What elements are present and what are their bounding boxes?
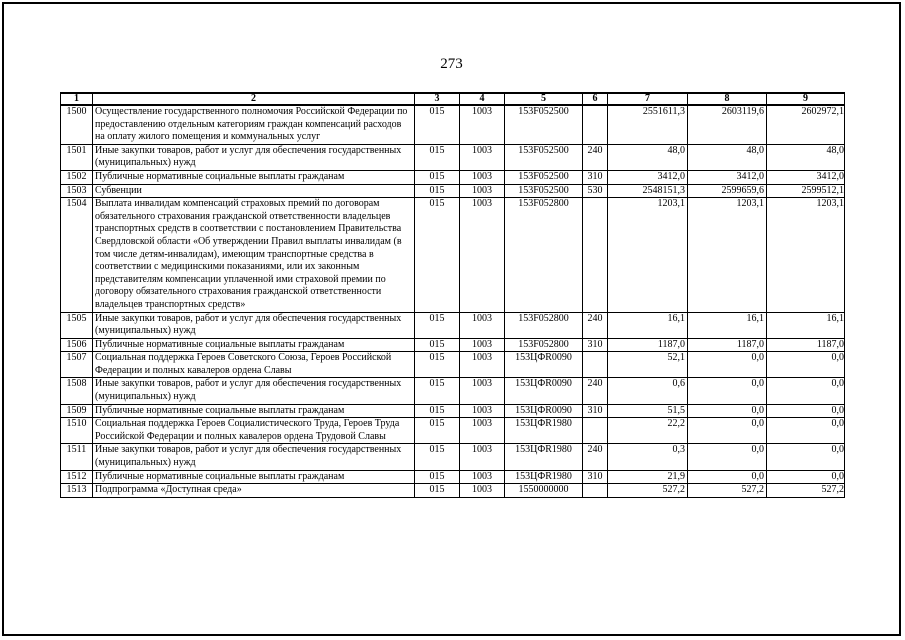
row-expense-type: 530 xyxy=(583,184,608,198)
row-section-code: 1003 xyxy=(460,105,505,144)
row-amount-col9: 1203,1 xyxy=(767,198,845,312)
row-name: Иные закупки товаров, работ и услуг для обеспечения государственных (муниципальных) нужд xyxy=(93,444,415,470)
row-amount-col7: 48,0 xyxy=(608,144,688,170)
row-amount-col7: 22,2 xyxy=(608,418,688,444)
row-amount-col8: 1203,1 xyxy=(688,198,767,312)
budget-table xyxy=(60,92,845,498)
table-row xyxy=(61,444,845,470)
header-col-6: 6 xyxy=(583,93,608,105)
row-ministry-code: 015 xyxy=(415,170,460,184)
row-ministry-code: 015 xyxy=(415,378,460,404)
table-row xyxy=(61,198,845,312)
header-col-9: 9 xyxy=(767,93,845,105)
row-section-code: 1003 xyxy=(460,470,505,484)
row-number: 1506 xyxy=(61,338,93,352)
row-ministry-code: 015 xyxy=(415,144,460,170)
document-page xyxy=(2,2,901,636)
row-target-code: 153F052500 xyxy=(505,170,583,184)
row-number: 1503 xyxy=(61,184,93,198)
row-name: Иные закупки товаров, работ и услуг для обеспечения государственных (муниципальных) нужд xyxy=(93,144,415,170)
row-target-code: 153ЦФR1980 xyxy=(505,418,583,444)
row-expense-type xyxy=(583,418,608,444)
table-row xyxy=(61,484,845,498)
header-col-4: 4 xyxy=(460,93,505,105)
row-name: Осуществление государственного полномочия Российской Федерации по предоставлению отдельным категориям граждан компенсаций расходов на оплату жилого помещения и коммунальных услуг xyxy=(93,105,415,144)
row-ministry-code: 015 xyxy=(415,470,460,484)
row-amount-col9: 0,0 xyxy=(767,470,845,484)
row-section-code: 1003 xyxy=(460,378,505,404)
row-expense-type: 310 xyxy=(583,338,608,352)
row-amount-col7: 1203,1 xyxy=(608,198,688,312)
table-row xyxy=(61,105,845,144)
row-name: Социальная поддержка Героев Социалистического Труда, Героев Труда Российской Федерации и полных кавалеров ордена Трудовой Славы xyxy=(93,418,415,444)
table-row xyxy=(61,470,845,484)
row-amount-col9: 16,1 xyxy=(767,312,845,338)
row-ministry-code: 015 xyxy=(415,404,460,418)
row-amount-col7: 2548151,3 xyxy=(608,184,688,198)
row-section-code: 1003 xyxy=(460,184,505,198)
row-ministry-code: 015 xyxy=(415,184,460,198)
row-expense-type: 240 xyxy=(583,312,608,338)
row-section-code: 1003 xyxy=(460,444,505,470)
row-amount-col9: 0,0 xyxy=(767,418,845,444)
row-section-code: 1003 xyxy=(460,312,505,338)
row-amount-col8: 0,0 xyxy=(688,352,767,378)
row-amount-col8: 3412,0 xyxy=(688,170,767,184)
row-amount-col7: 1187,0 xyxy=(608,338,688,352)
table-row xyxy=(61,378,845,404)
row-amount-col9: 2599512,1 xyxy=(767,184,845,198)
table-row xyxy=(61,418,845,444)
row-amount-col9: 0,0 xyxy=(767,352,845,378)
row-amount-col9: 48,0 xyxy=(767,144,845,170)
row-target-code: 153ЦФR1980 xyxy=(505,444,583,470)
row-name: Иные закупки товаров, работ и услуг для обеспечения государственных (муниципальных) нужд xyxy=(93,312,415,338)
table-header-row xyxy=(61,93,845,105)
row-section-code: 1003 xyxy=(460,170,505,184)
row-amount-col9: 1187,0 xyxy=(767,338,845,352)
header-col-2: 2 xyxy=(93,93,415,105)
row-name: Публичные нормативные социальные выплаты гражданам xyxy=(93,338,415,352)
row-expense-type xyxy=(583,105,608,144)
row-amount-col8: 0,0 xyxy=(688,378,767,404)
row-amount-col7: 51,5 xyxy=(608,404,688,418)
row-ministry-code: 015 xyxy=(415,198,460,312)
page-number: 273 xyxy=(440,56,463,72)
row-number: 1501 xyxy=(61,144,93,170)
row-amount-col7: 16,1 xyxy=(608,312,688,338)
row-number: 1508 xyxy=(61,378,93,404)
table-row xyxy=(61,184,845,198)
row-number: 1509 xyxy=(61,404,93,418)
row-amount-col8: 2603119,6 xyxy=(688,105,767,144)
row-amount-col8: 527,2 xyxy=(688,484,767,498)
row-expense-type xyxy=(583,352,608,378)
row-expense-type: 240 xyxy=(583,444,608,470)
row-target-code: 153ЦФR1980 xyxy=(505,470,583,484)
row-name: Подпрограмма «Доступная среда» xyxy=(93,484,415,498)
row-ministry-code: 015 xyxy=(415,352,460,378)
row-number: 1510 xyxy=(61,418,93,444)
row-amount-col7: 21,9 xyxy=(608,470,688,484)
row-number: 1512 xyxy=(61,470,93,484)
header-col-5: 5 xyxy=(505,93,583,105)
row-amount-col9: 3412,0 xyxy=(767,170,845,184)
row-amount-col8: 1187,0 xyxy=(688,338,767,352)
row-expense-type xyxy=(583,198,608,312)
table-row xyxy=(61,404,845,418)
row-ministry-code: 015 xyxy=(415,338,460,352)
row-name: Субвенции xyxy=(93,184,415,198)
row-amount-col8: 0,0 xyxy=(688,418,767,444)
row-name: Публичные нормативные социальные выплаты гражданам xyxy=(93,404,415,418)
row-target-code: 153F052800 xyxy=(505,198,583,312)
row-amount-col7: 3412,0 xyxy=(608,170,688,184)
table-row xyxy=(61,144,845,170)
row-number: 1507 xyxy=(61,352,93,378)
row-name: Социальная поддержка Героев Советского Союза, Героев Российской Федерации и полных кавалеров ордена Славы xyxy=(93,352,415,378)
row-amount-col7: 52,1 xyxy=(608,352,688,378)
row-number: 1502 xyxy=(61,170,93,184)
row-section-code: 1003 xyxy=(460,338,505,352)
row-amount-col9: 527,2 xyxy=(767,484,845,498)
row-ministry-code: 015 xyxy=(415,484,460,498)
row-amount-col7: 0,3 xyxy=(608,444,688,470)
row-amount-col8: 48,0 xyxy=(688,144,767,170)
row-section-code: 1003 xyxy=(460,484,505,498)
row-expense-type: 240 xyxy=(583,144,608,170)
row-amount-col8: 0,0 xyxy=(688,470,767,484)
row-number: 1504 xyxy=(61,198,93,312)
row-number: 1511 xyxy=(61,444,93,470)
row-name: Выплата инвалидам компенсаций страховых премий по договорам обязательного страхования гражданской ответственности владельцев транспортных средств в соответствии с постановлением Правительства Свердловской области «Об утверждении Правил выплаты инвалидам (в том числе детям-инвалидам), имеющим транспортные средства в соответствии с медицинскими показаниями, или их законным представителям компенсации уплаченной ими страховой премии по договору обязательного страхования гражданской ответственности владельцев транспортных средств» xyxy=(93,198,415,312)
row-name: Публичные нормативные социальные выплаты гражданам xyxy=(93,470,415,484)
row-amount-col8: 16,1 xyxy=(688,312,767,338)
row-ministry-code: 015 xyxy=(415,105,460,144)
table-row xyxy=(61,338,845,352)
table-row xyxy=(61,170,845,184)
table-row xyxy=(61,312,845,338)
row-section-code: 1003 xyxy=(460,404,505,418)
row-target-code: 153F052500 xyxy=(505,144,583,170)
row-name: Публичные нормативные социальные выплаты гражданам xyxy=(93,170,415,184)
row-expense-type: 310 xyxy=(583,404,608,418)
row-target-code: 153ЦФR0090 xyxy=(505,352,583,378)
row-target-code: 153ЦФR0090 xyxy=(505,378,583,404)
row-target-code: 153ЦФR0090 xyxy=(505,404,583,418)
header-col-8: 8 xyxy=(688,93,767,105)
row-amount-col7: 527,2 xyxy=(608,484,688,498)
row-expense-type: 310 xyxy=(583,170,608,184)
row-ministry-code: 015 xyxy=(415,312,460,338)
row-target-code: 153F052500 xyxy=(505,105,583,144)
row-amount-col7: 0,6 xyxy=(608,378,688,404)
row-section-code: 1003 xyxy=(460,198,505,312)
row-number: 1513 xyxy=(61,484,93,498)
row-expense-type xyxy=(583,484,608,498)
row-amount-col9: 0,0 xyxy=(767,404,845,418)
row-amount-col9: 0,0 xyxy=(767,444,845,470)
row-amount-col7: 2551611,3 xyxy=(608,105,688,144)
row-expense-type: 240 xyxy=(583,378,608,404)
row-amount-col8: 2599659,6 xyxy=(688,184,767,198)
row-section-code: 1003 xyxy=(460,144,505,170)
row-amount-col8: 0,0 xyxy=(688,444,767,470)
row-target-code: 1550000000 xyxy=(505,484,583,498)
row-amount-col8: 0,0 xyxy=(688,404,767,418)
row-target-code: 153F052800 xyxy=(505,338,583,352)
row-expense-type: 310 xyxy=(583,470,608,484)
header-col-7: 7 xyxy=(608,93,688,105)
row-name: Иные закупки товаров, работ и услуг для обеспечения государственных (муниципальных) нужд xyxy=(93,378,415,404)
row-amount-col9: 2602972,1 xyxy=(767,105,845,144)
row-ministry-code: 015 xyxy=(415,444,460,470)
row-section-code: 1003 xyxy=(460,418,505,444)
row-target-code: 153F052800 xyxy=(505,312,583,338)
row-section-code: 1003 xyxy=(460,352,505,378)
header-col-1: 1 xyxy=(61,93,93,105)
row-amount-col9: 0,0 xyxy=(767,378,845,404)
row-target-code: 153F052500 xyxy=(505,184,583,198)
row-number: 1500 xyxy=(61,105,93,144)
row-number: 1505 xyxy=(61,312,93,338)
header-col-3: 3 xyxy=(415,93,460,105)
table-row xyxy=(61,352,845,378)
row-ministry-code: 015 xyxy=(415,418,460,444)
